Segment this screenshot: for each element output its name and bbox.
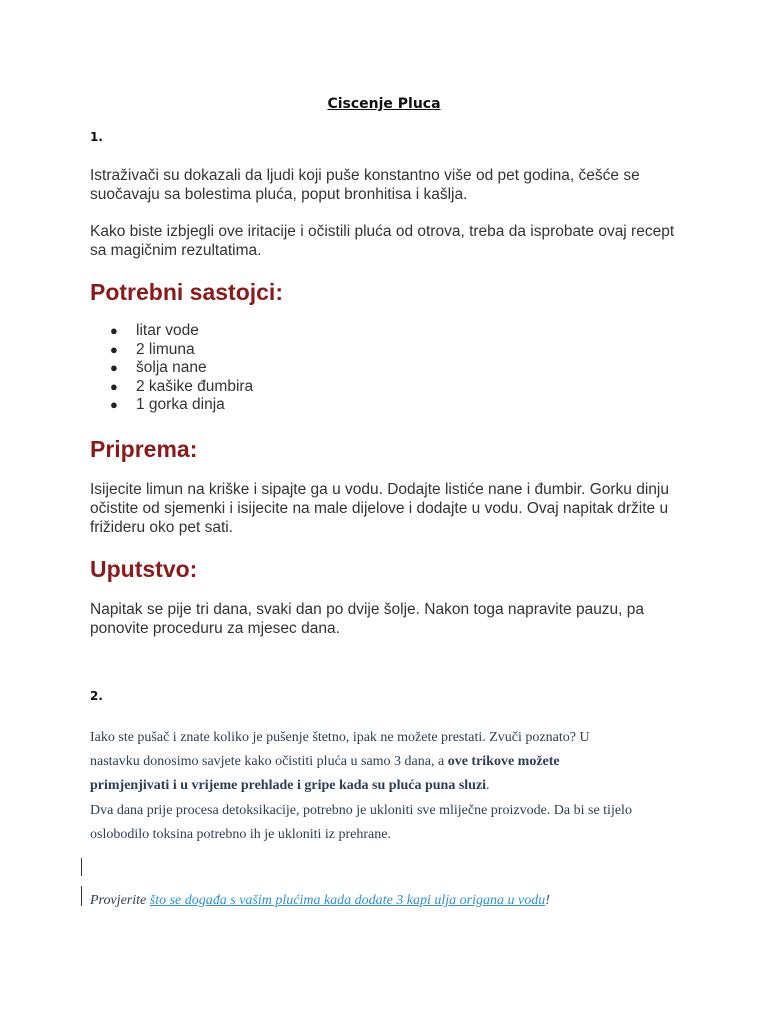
instructions-heading: Uputstvo:: [90, 556, 198, 582]
ingredients-heading: Potrebni sastojci:: [90, 279, 283, 305]
section2-paragraph-2: Dva dana prije procesa detoksikacije, potrebno je ukloniti sve mliječne proizvode. Da bi se tijelo oslobodilo toksina potrebno ih je ukloniti iz prehrane.: [90, 803, 632, 842]
text-cursor: [81, 886, 82, 906]
list-item: ● 1 gorka dinja: [110, 396, 225, 414]
bold-highlight: primjenjivati i u vrijeme prehlade i gripe kada su pluća puna sluzi: [90, 778, 487, 793]
intro-paragraph-2: Kako biste izbjegli ove iritacije i očistili pluća od otrova, treba da isprobate ovaj recept sa magičnim rezultatima.: [90, 223, 675, 259]
related-article-link[interactable]: što se događa s vašim plućima kada dodate 3 kapi ulja origana u vodu: [149, 893, 546, 908]
bullet-icon: ●: [110, 323, 118, 338]
bullet-icon: ●: [110, 378, 118, 394]
related-link-line: Provjerite što se događa s vašim plućima kada dodate 3 kapi ulja origana u vodu!: [90, 893, 550, 908]
list-item: ● litar vode: [110, 322, 199, 339]
list-item: ● šolja nane: [110, 359, 207, 377]
section2-paragraph-1: Iako ste pušač i znate koliko je pušenje štetno, ipak ne možete prestati. Zvuči poznato? U nastavku donosimo savjete kako očistiti pluća u samo 3 dana, a ove trikove možete primjenjivati i u vrijeme prehlade i gripe kada su pluća puna sluzi.: [90, 730, 590, 793]
bullet-icon: ●: [110, 360, 118, 376]
instructions-paragraph: Napitak se pije tri dana, svaki dan po dvije šolje. Nakon toga napravite pauzu, pa ponovite proceduru za mjesec dana.: [90, 601, 645, 637]
bullet-icon: ●: [110, 341, 118, 357]
bold-highlight: ove trikove možete: [447, 754, 560, 769]
bullet-icon: ●: [110, 397, 118, 413]
section-number-2: 2.: [90, 689, 103, 703]
text-cursor: [81, 858, 82, 876]
intro-paragraph: Istraživači su dokazali da ljudi koji puše konstantno više od pet godina, češće se suočavaju sa bolestima pluća, poput bronhitisa i kašlja.: [90, 167, 640, 203]
section-number-1: 1.: [90, 130, 103, 144]
list-item: ● 2 kašike đumbira: [110, 377, 254, 395]
list-item: ● 2 limuna: [110, 340, 195, 358]
page-title: Ciscenje Pluca: [327, 96, 441, 112]
ingredients-list: [90, 322, 253, 415]
preparation-paragraph: Isijecite limun na kriške i sipajte ga u vodu. Dodajte listiće nane i đumbir. Gorku dinju očistite od sjemenki i isijecite na male dijelove i dodajte u vodu. Ovaj napitak držite u frižideru oko pet sati.: [90, 481, 669, 536]
preparation-heading: Priprema:: [90, 436, 198, 462]
